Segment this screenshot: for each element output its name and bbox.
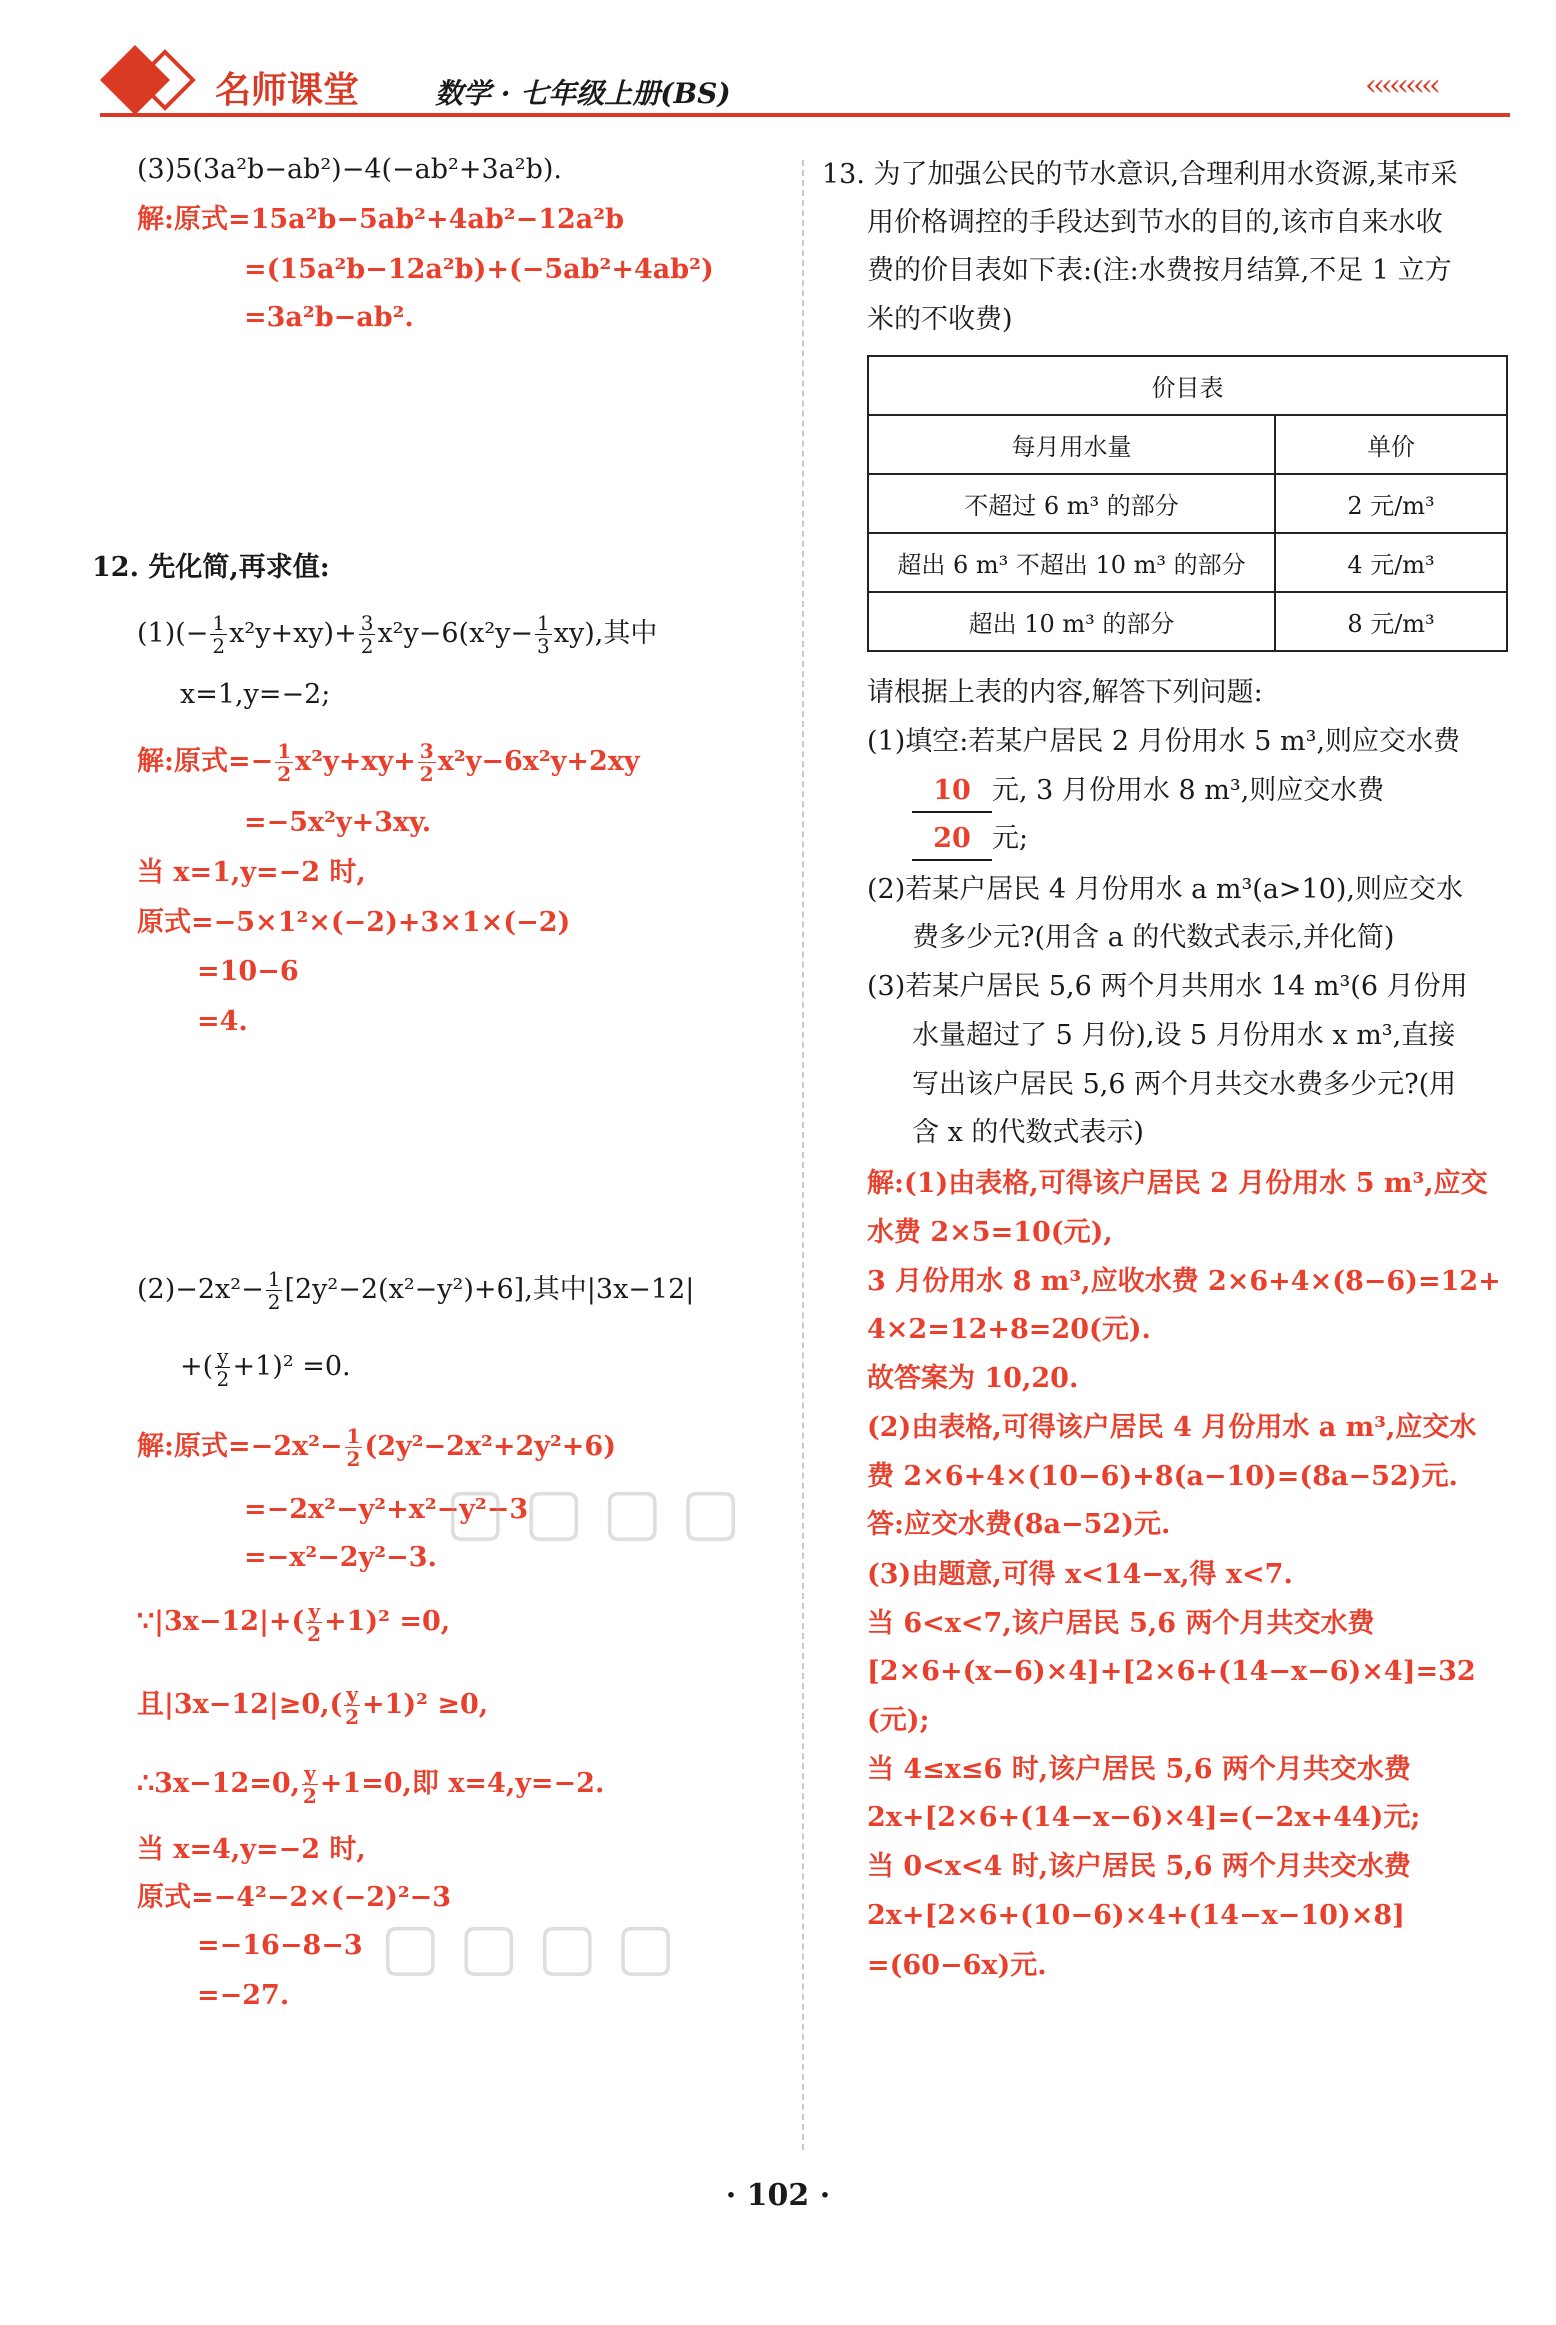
- q13-p3-line1: (3)若某户居民 5,6 两个月共用水 14 m³(6 月份用: [867, 971, 1468, 1002]
- q13-p1-line3: 20 元;: [912, 819, 1028, 861]
- q12-s1-sub: 原式=−5×1²×(−2)+3×1×(−2): [137, 907, 571, 938]
- table-cell: 2 元/m³: [1275, 474, 1507, 533]
- q13-sol-16: 2x+[2×6+(10−6)×4+(14−x−10)×8]: [867, 1900, 1405, 1931]
- header-chevrons-icon: ‹‹‹‹‹‹‹‹‹: [1365, 68, 1437, 103]
- q13-intro-4: 米的不收费): [867, 304, 1013, 335]
- q13-p1-line2: 10 元, 3 月份用水 8 m³,则应交水费: [912, 771, 1384, 813]
- answer-blank-2: 20: [912, 819, 992, 861]
- q13-intro-1: 13. 为了加强公民的节水意识,合理利用水资源,某市采: [822, 159, 1458, 190]
- q12-s1-when: 当 x=1,y=−2 时,: [137, 857, 366, 888]
- q13-p1-line1: (1)填空:若某户居民 2 月份用水 5 m³,则应交水费: [867, 726, 1461, 757]
- brand-title: 名师课堂: [215, 70, 360, 111]
- q13-sol-15: 当 0<x<4 时,该户居民 5,6 两个月共交水费: [867, 1851, 1411, 1882]
- q12-s2-therefore: ∴3x−12=0, $\frac{y}{2}$ +1=0,即 x=4,y=−2.: [137, 1761, 605, 1808]
- table-cell: 超出 10 m³ 的部分: [868, 592, 1275, 651]
- table-row: [868, 533, 1507, 592]
- q13-p3-line4: 含 x 的代数式表示): [912, 1117, 1144, 1148]
- q13-sol-12: (元);: [867, 1705, 930, 1736]
- q12-s2-sub: 原式=−4²−2×(−2)²−3: [137, 1882, 452, 1913]
- q12-s2-because: ∵|3x−12|+( $\frac{y}{2}$ +1)² =0,: [137, 1599, 451, 1646]
- q13-prompt: 请根据上表的内容,解答下列问题:: [867, 677, 1263, 708]
- diamond-logo-icon: [95, 40, 215, 120]
- q12-s1-r1: =10−6: [197, 956, 299, 987]
- q13-sol-9: (3)由题意,可得 x<14−x,得 x<7.: [867, 1559, 1293, 1590]
- q13-p2-line2: 费多少元?(用含 a 的代数式表示,并化简): [912, 922, 1395, 953]
- q13-sol-13: 当 4≤x≤6 时,该户居民 5,6 两个月共交水费: [867, 1754, 1411, 1785]
- q13-sol-7: 费 2×6+4×(10−6)+8(a−10)=(8a−52)元.: [867, 1461, 1458, 1492]
- page-number: · 102 ·: [725, 2178, 831, 2213]
- q12-s2-r2: =−27.: [197, 1980, 290, 2011]
- q12-p2-condition: +( $\frac{y}{2}$ +1)² =0.: [180, 1344, 351, 1391]
- price-table-header-price: 单价: [1275, 415, 1507, 474]
- q12-p1-condition: x=1,y=−2;: [180, 679, 331, 710]
- q13-p3-line3: 写出该户居民 5,6 两个月共交水费多少元?(用: [912, 1069, 1457, 1100]
- q12-s2-when: 当 x=4,y=−2 时,: [137, 1834, 366, 1865]
- q13-sol-2: 水费 2×5=10(元),: [867, 1217, 1113, 1248]
- q12-s1-line1: 解:原式=− $\frac{1}{2}$ x²y+xy+ $\frac{3}{2}$ x²y−6x²y+2xy: [137, 739, 640, 786]
- q12-s2-line2: =−2x²−y²+x²−y²−3: [244, 1494, 529, 1525]
- q13-sol-3: 3 月份用水 8 m³,应收水费 2×6+4×(8−6)=12+: [867, 1266, 1501, 1297]
- q13-p2-line1: (2)若某户居民 4 月份用水 a m³(a>10),则应交水: [867, 874, 1464, 905]
- q13-sol-4: 4×2=12+8=20(元).: [867, 1314, 1151, 1345]
- q11-3-problem: (3)5(3a²b−ab²)−4(−ab²+3a²b).: [137, 154, 562, 185]
- q12-s2-line1: 解:原式=−2x²− $\frac{1}{2}$ (2y²−2x²+2y²+6): [137, 1424, 616, 1471]
- table-row: [868, 474, 1507, 533]
- q13-intro-2: 用价格调控的手段达到节水的目的,该市自来水收: [867, 207, 1443, 238]
- q13-sol-6: (2)由表格,可得该户居民 4 月份用水 a m³,应交水: [867, 1412, 1477, 1443]
- book-subtitle: 数学 · 七年级上册(BS): [435, 77, 731, 110]
- watermark: ▢▢▢▢: [380, 1910, 694, 1984]
- q13-sol-8: 答:应交水费(8a−52)元.: [867, 1509, 1171, 1540]
- header-rule: [100, 113, 1510, 117]
- price-table-title: 价目表: [868, 356, 1507, 415]
- q12-title: 12. 先化简,再求值:: [92, 552, 330, 583]
- q12-s2-line3: =−x²−2y²−3.: [244, 1542, 437, 1573]
- table-row: [868, 592, 1507, 651]
- q12-s2-r1: =−16−8−3: [197, 1930, 363, 1961]
- q13-intro-3: 费的价目表如下表:(注:水费按月结算,不足 1 立方: [867, 255, 1452, 286]
- q11-3-step2: =(15a²b−12a²b)+(−5ab²+4ab²): [244, 254, 714, 285]
- q13-sol-17: =(60−6x)元.: [867, 1950, 1047, 1981]
- table-cell: 8 元/m³: [1275, 592, 1507, 651]
- q12-s1-line2: =−5x²y+3xy.: [244, 807, 432, 838]
- q12-s1-r2: =4.: [197, 1006, 248, 1037]
- watermark: ▢▢▢▢: [445, 1475, 759, 1549]
- q13-sol-14: 2x+[2×6+(14−x−6)×4]=(−2x+44)元;: [867, 1802, 1421, 1833]
- q13-sol-1: 解:(1)由表格,可得该户居民 2 月份用水 5 m³,应交: [867, 1168, 1488, 1199]
- q11-3-step1: 解:原式=15a²b−5ab²+4ab²−12a²b: [137, 204, 624, 235]
- q13-sol-10: 当 6<x<7,该户居民 5,6 两个月共交水费: [867, 1608, 1375, 1639]
- table-cell: 4 元/m³: [1275, 533, 1507, 592]
- column-divider: [802, 160, 806, 2150]
- table-cell: 超出 6 m³ 不超出 10 m³ 的部分: [868, 533, 1275, 592]
- q13-sol-11: [2×6+(x−6)×4]+[2×6+(14−x−6)×4]=32: [867, 1656, 1476, 1687]
- q13-sol-5: 故答案为 10,20.: [867, 1363, 1079, 1394]
- price-table: [867, 355, 1508, 652]
- q12-p1-expression: (1)(− $\frac{1}{2}$ x²y+xy)+ $\frac{3}{2}$ x²y−6(x²y− $\frac{1}{3}$ xy),其中: [137, 611, 658, 658]
- q13-p3-line2: 水量超过了 5 月份),设 5 月份用水 x m³,直接: [912, 1020, 1456, 1051]
- q12-s2-and: 且|3x−12|≥0,( $\frac{y}{2}$ +1)² ≥0,: [137, 1682, 489, 1729]
- q12-p2-expression: (2)−2x²− $\frac{1}{2}$ [2y²−2(x²−y²)+6],其中|3x−12|: [137, 1267, 695, 1314]
- answer-blank-1: 10: [912, 771, 992, 813]
- table-cell: 不超过 6 m³ 的部分: [868, 474, 1275, 533]
- price-table-header-usage: 每月用水量: [868, 415, 1275, 474]
- q11-3-step3: =3a²b−ab².: [244, 302, 414, 333]
